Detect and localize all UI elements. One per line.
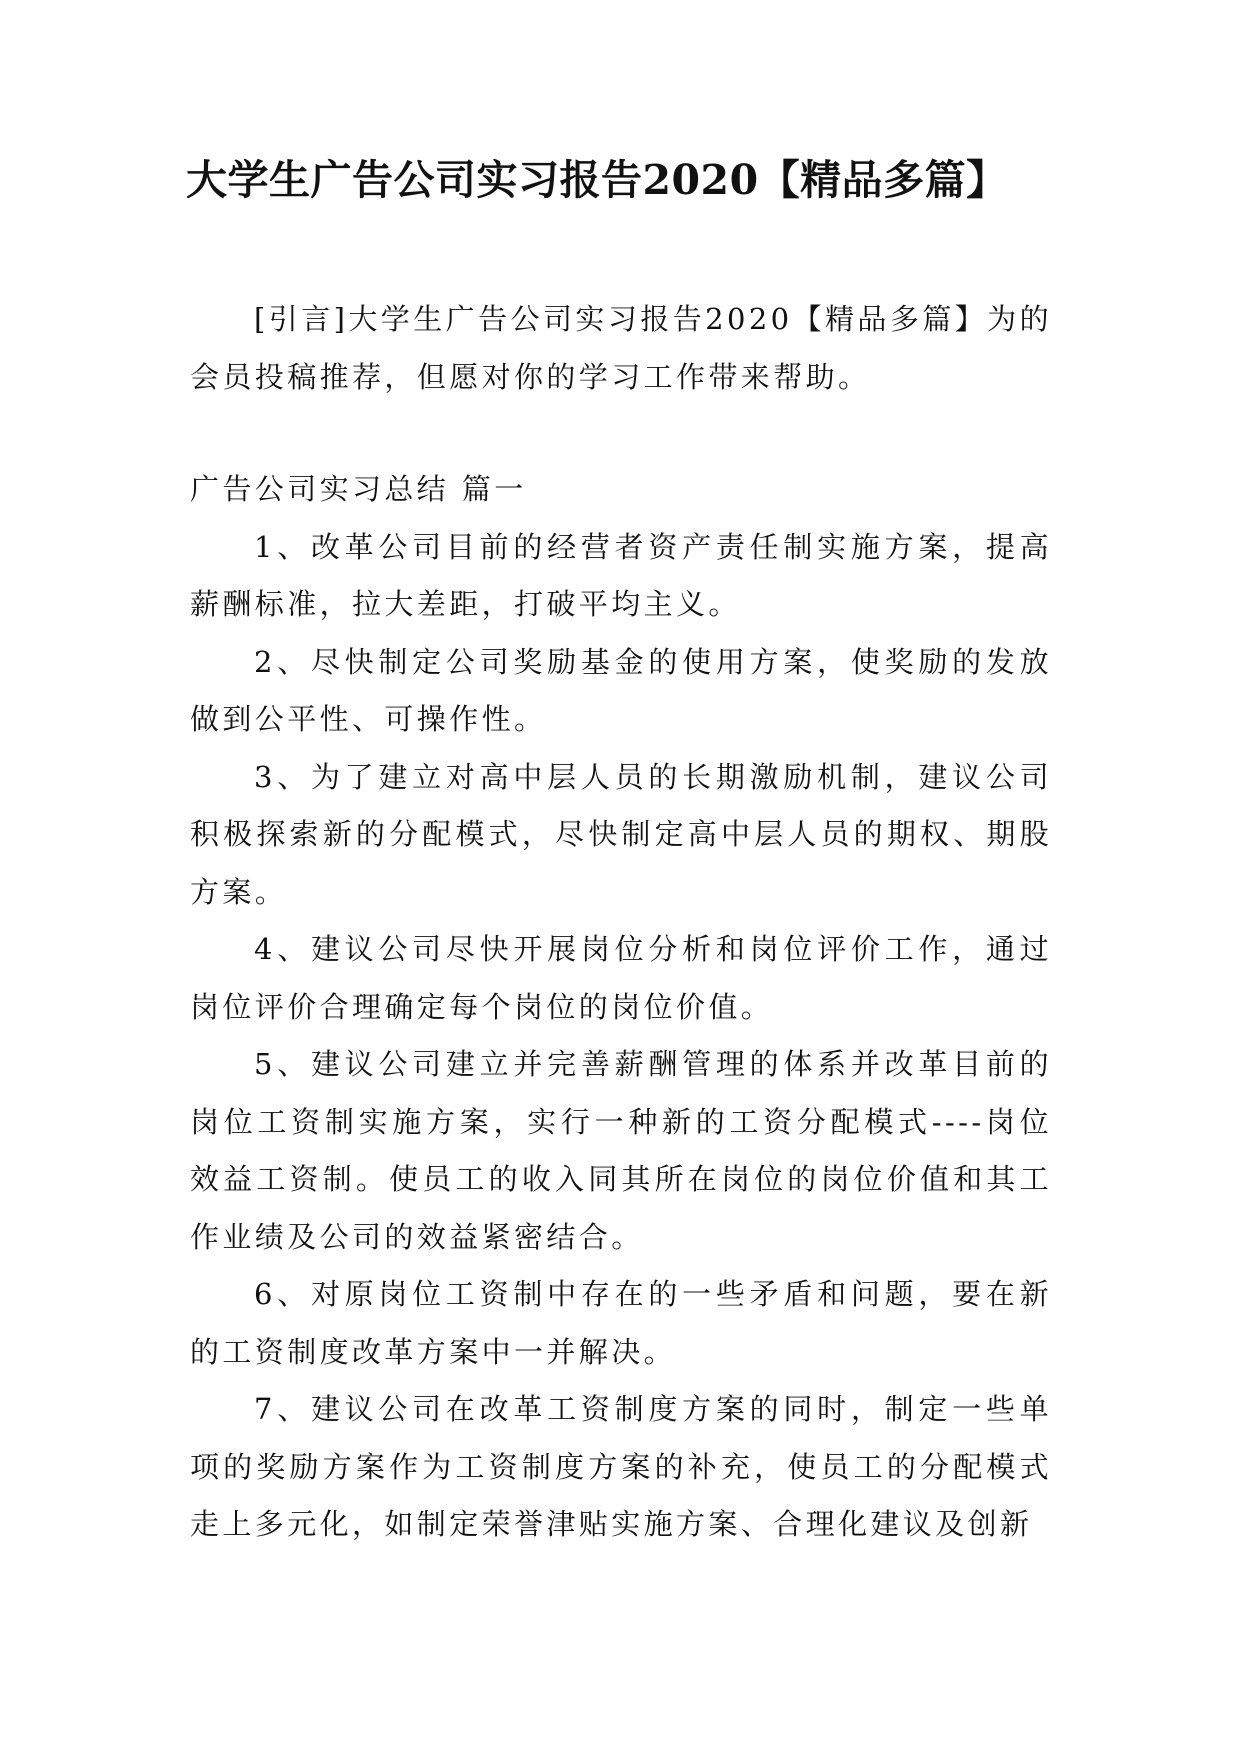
list-item: 6、对原岗位工资制中存在的一些矛盾和问题，要在新的工资制度改革方案中一并解决。 (190, 1277, 1052, 1369)
document-body (190, 291, 1052, 1554)
intro-paragraph: [引言]大学生广告公司实习报告2020【精品多篇】为的会员投稿推荐，但愿对你的学习工作带来帮助。 (190, 302, 1052, 394)
list-item: 4、建议公司尽快开展岗位分析和岗位评价工作，通过岗位评价合理确定每个岗位的岗位价值。 (190, 932, 1052, 1024)
section-heading: 广告公司实习总结 篇一 (190, 472, 527, 506)
list-item: 7、建议公司在改革工资制度方案的同时，制定一些单项的奖励方案作为工资制度方案的补充，使员工的分配模式走上多元化，如制定荣誉津贴实施方案、合理化建议及创新 (190, 1392, 1052, 1541)
list-item: 1、改革公司目前的经营者资产责任制实施方案，提高薪酬标准，拉大差距，打破平均主义。 (190, 529, 1052, 621)
list-item: 2、尽快制定公司奖励基金的使用方案，使奖励的发放做到公平性、可操作性。 (190, 644, 1052, 736)
document-title: 大学生广告公司实习报告2020【精品多篇】 (186, 156, 1008, 204)
list-item: 5、建议公司建立并完善薪酬管理的体系并改革目前的岗位工资制实施方案，实行一种新的工资分配模式----岗位效益工资制。使员工的收入同其所在岗位的岗位价值和其工作业绩及公司的效益紧密结合。 (190, 1047, 1052, 1254)
list-item: 3、为了建立对高中层人员的长期激励机制，建议公司积极探索新的分配模式，尽快制定高中层人员的期权、期股方案。 (190, 759, 1052, 909)
